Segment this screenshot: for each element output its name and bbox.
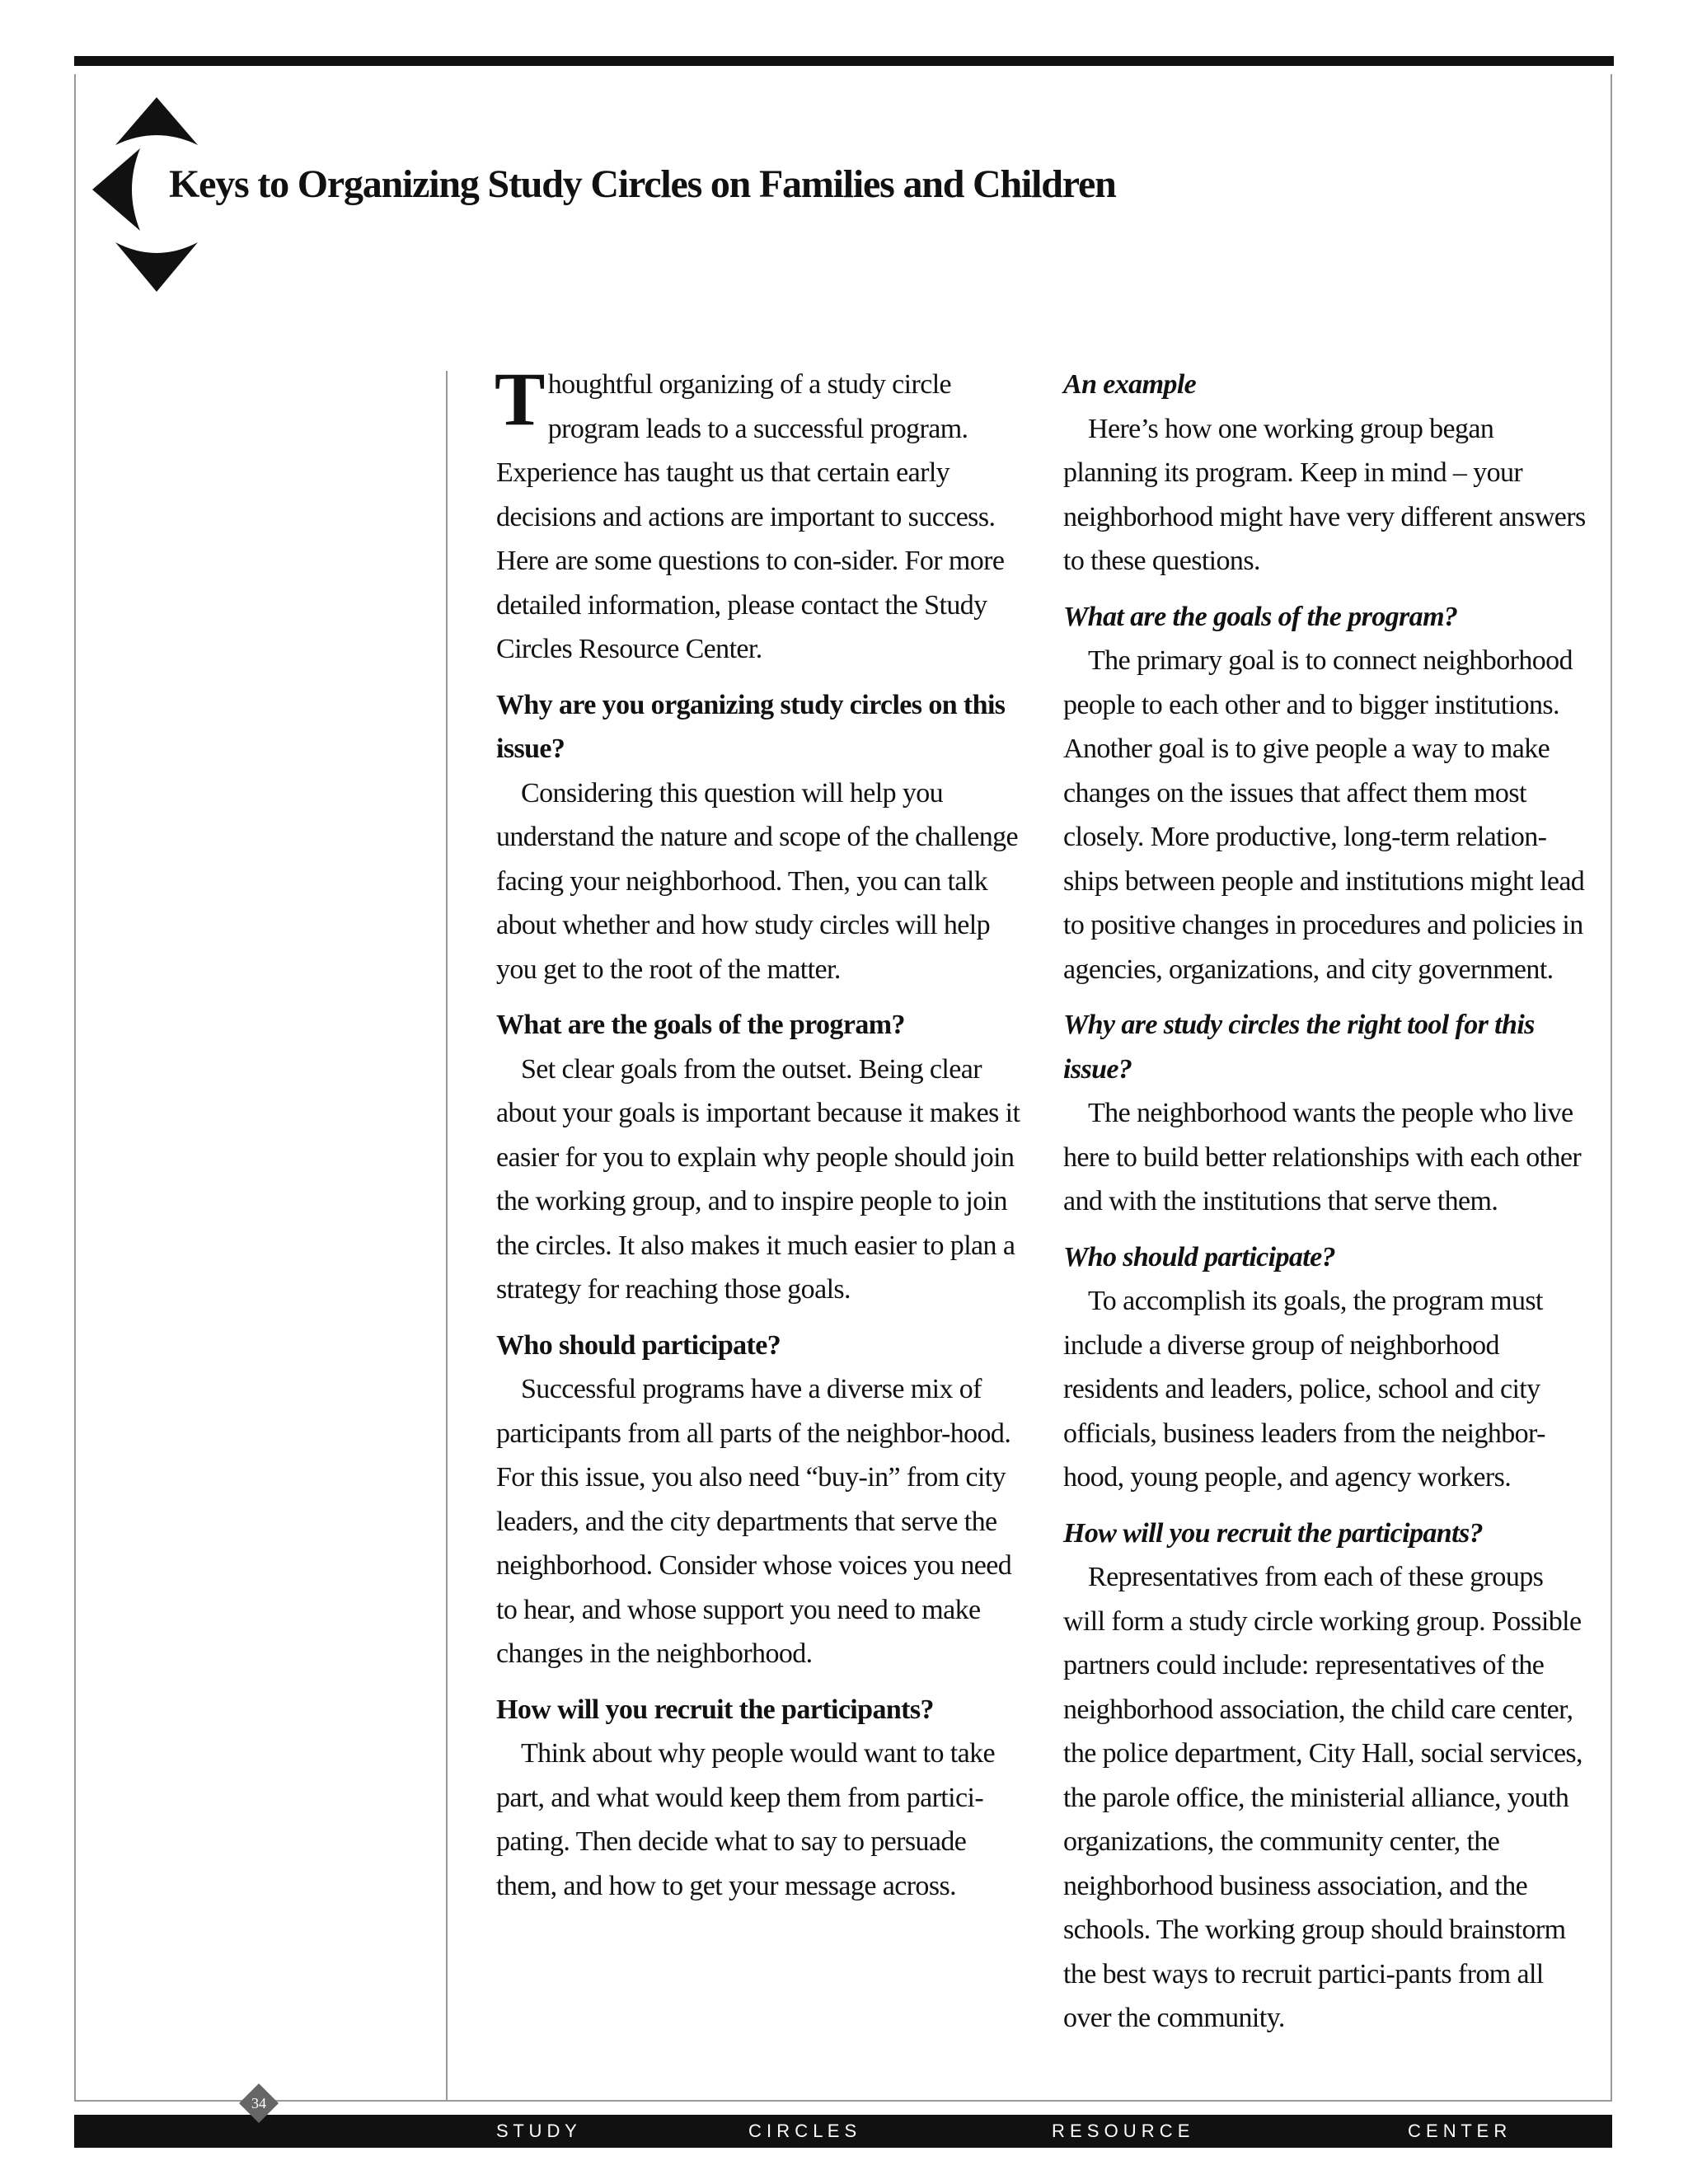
answer-paragraph: The primary goal is to connect neighborhood people to each other and to bigger institutions. Another goal is to give people a way to make changes on the issues that affect them most closely. More productive, long-term relation-ships between people and institutions might lead to positive changes in procedures and policies in agencies, organizations, and city government. (1063, 645, 1585, 985)
example-paragraph: Here’s how one working group began planning its program. Keep in mind – your neighborhood might have very different answers to these questions. (1063, 413, 1586, 576)
answer-paragraph: Considering this question will help you understand the nature and scope of the challenge facing your neighborhood. Then, you can talk about whether and how study circles will help you get to the root of the matter. (496, 777, 1018, 985)
question-heading: What are the goals of the program? (1063, 601, 1458, 632)
left-column (495, 357, 1024, 1908)
answer-paragraph: Set clear goals from the outset. Being clear about your goals is important because it makes it easier for you to explain why people should join the working group, and to inspire people to join the circles. It also makes it much easier to plan a strategy for reaching those goals. (496, 1053, 1020, 1305)
arrow-down-icon (115, 242, 198, 292)
right-column (1063, 363, 1591, 2041)
answer-paragraph: Successful programs have a diverse mix of participants from all parts of the neighbor-hood. For this issue, you also need “buy-in” from city leaders, and the city departments that serve the neighborhood. Consider whose voices you need to hear, and whose support you need to make changes in the neighborhood. (496, 1374, 1012, 1669)
page-number: 34 (251, 2095, 266, 2111)
footer-word-circles: C I R C L E S (748, 2121, 857, 2141)
footer-word-study: S T U D Y (496, 2121, 577, 2141)
question-heading: How will you recruit the participants? (496, 1694, 934, 1725)
intro-paragraph (495, 357, 1024, 672)
footer-word-resource: R E S O U R C E (1052, 2121, 1190, 2141)
question-heading: Who should participate? (1063, 1241, 1336, 1272)
arrow-up-icon (115, 97, 198, 145)
question-heading: What are the goals of the program? (496, 1010, 905, 1040)
page-title: Keys to Organizing Study Circles on Families and Children (169, 162, 1116, 206)
answer-paragraph: The neighborhood wants the people who live here to build better relationships with each other and with the institutions that serve them. (1063, 1098, 1582, 1216)
arrow-left-icon (92, 148, 140, 231)
question-heading: How will you recruit the participants? (1063, 1517, 1483, 1549)
drop-cap: T (495, 357, 545, 441)
answer-paragraph: Think about why people would want to take part, and what would keep them from partici-pating. Then decide what to say to persuade them, and how to get your message across. (496, 1738, 995, 1901)
top-rule (74, 56, 1614, 66)
example-heading: An example (1063, 369, 1197, 400)
question-heading: Why are you organizing study circles on this issue? (496, 689, 1006, 764)
footer-bar (74, 2115, 1612, 2148)
intro-text: houghtful organizing of a study circle program leads to a successful program. Experience has taught us that certain early decisions and actions are important to success. Here are some questions to con-sider. For more detailed information, please contact the Study Circles Resource Center. (496, 369, 1005, 664)
answer-paragraph: To accomplish its goals, the program must include a diverse group of neighborhood residents and leaders, police, school and city officials, business leaders from the neighbor-hood, young people, and agency workers. (1063, 1286, 1545, 1493)
footer-word-center: C E N T E R (1408, 2121, 1507, 2141)
column-divider-rule (446, 371, 448, 2102)
question-heading: Who should participate? (496, 1329, 781, 1361)
answer-paragraph: Representatives from each of these groups will form a study circle working group. Possible partners could include: representatives of the neighborhood association, the child care center, the police department, City Hall, social services, the parole office, the ministerial alliance, youth organizations, the community center, the neighborhood business association, and the schools. The working group should brainstorm the best ways to recruit partici-pants from all over the community. (1063, 1562, 1582, 2033)
question-heading: Why are study circles the right tool for this issue? (1063, 1010, 1535, 1085)
